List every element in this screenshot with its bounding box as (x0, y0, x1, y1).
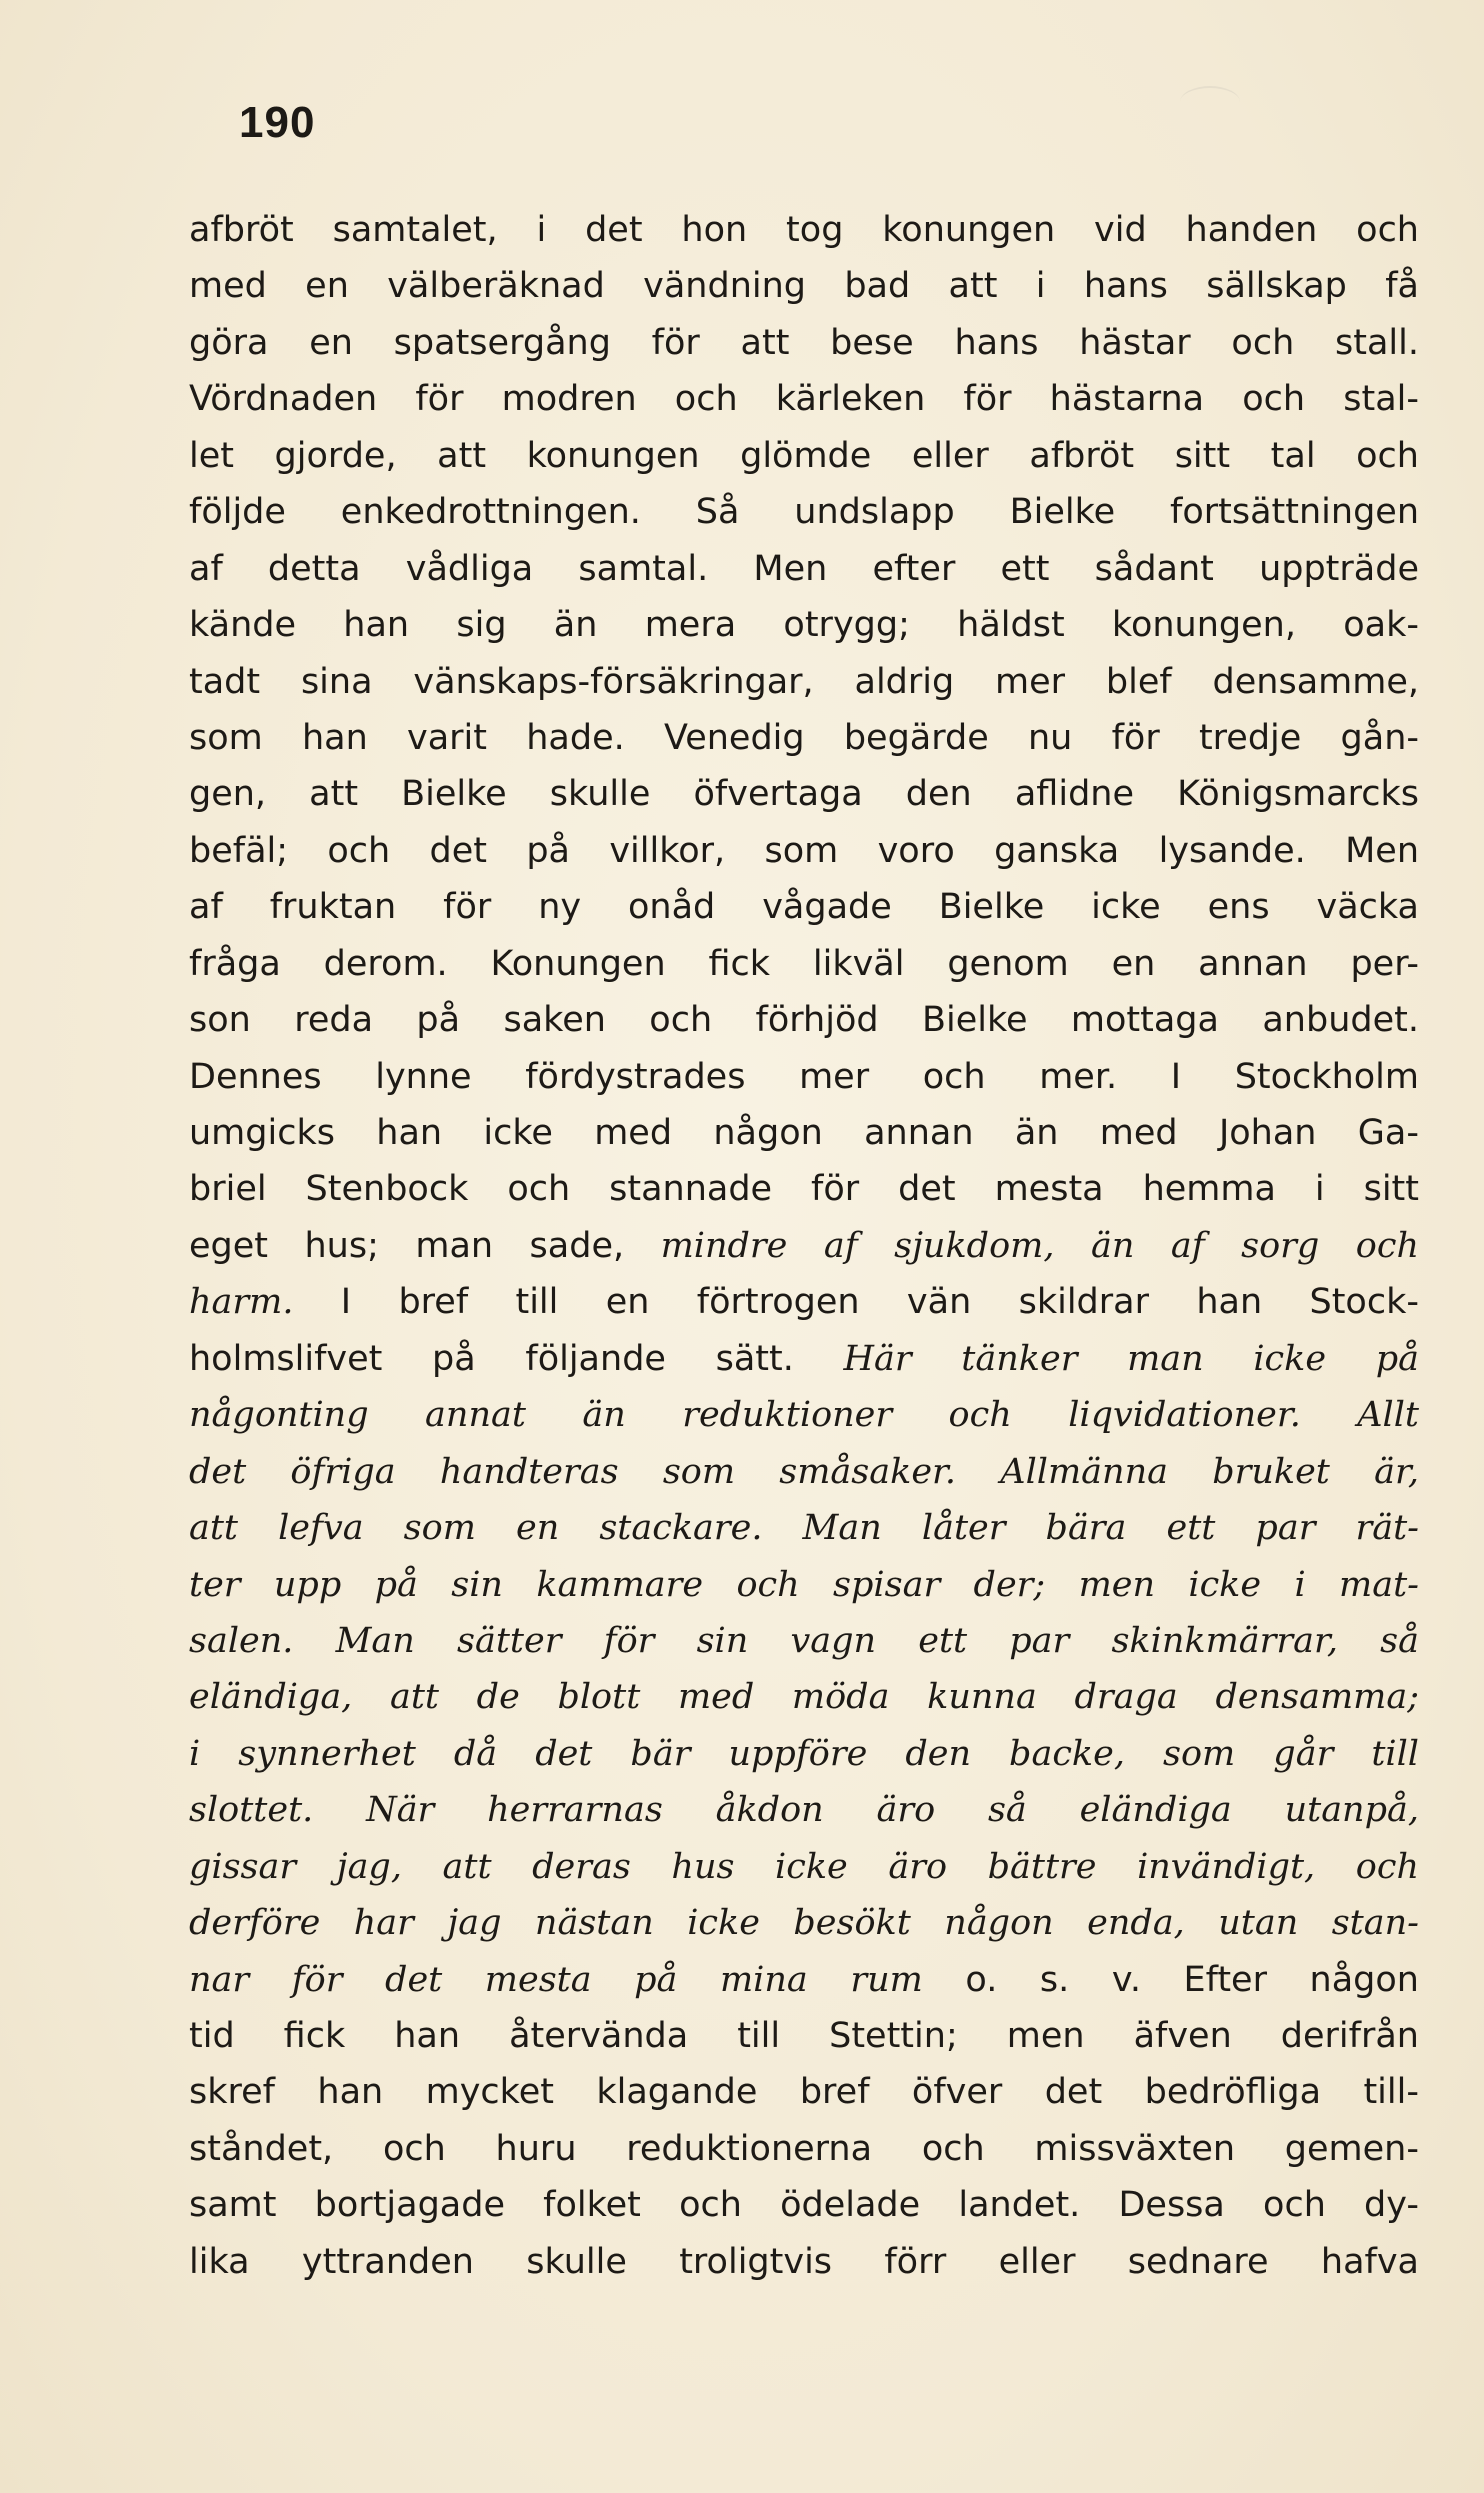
text-line: let gjorde, att konungen glömde eller afbröt sitt tal och (189, 435, 1419, 476)
text-line: ståndet, och huru reduktionerna och missväxten gemen- (189, 2128, 1419, 2169)
italic-text-segment: mindre af sjukdom, än af sorg och (660, 1225, 1419, 1266)
text-line (189, 1952, 1419, 2008)
italic-text-segment: nar för det mesta på mina rum (189, 1959, 923, 2000)
text-line: briel Stenbock och stannade för det mesta hemma i sitt (189, 1169, 1419, 1210)
text-segment: eget hus; man sade, (189, 1225, 661, 1266)
text-line: fråga derom. Konungen fick likväl genom en annan per- (189, 943, 1419, 984)
text-line: kände han sig än mera otrygg; häldst konungen, oak- (189, 605, 1419, 646)
italic-text-segment: Här tänker man icke på (843, 1338, 1419, 1379)
text-line: af detta vådliga samtal. Men efter ett sådant uppträde (189, 548, 1419, 589)
text-line: derföre har jag nästan icke besökt någon enda, utan stan- (189, 1903, 1419, 1944)
text-line: i synnerhet då det bär uppföre den backe, som går till (189, 1733, 1419, 1774)
text-line: som han varit hade. Venedig begärde nu för tredje gån- (189, 717, 1419, 758)
text-line: tid fick han återvända till Stettin; men äfven derifrån (189, 2016, 1419, 2056)
text-line: umgicks han icke med någon annan än med Johan Ga- (189, 1113, 1419, 1153)
text-line: skref han mycket klagande bref öfver det bedröfliga till- (189, 2072, 1419, 2113)
text-line: slottet. När herrarnas åkdon äro så eländiga utanpå, (189, 1790, 1419, 1831)
text-line: med en välberäknad vändning bad att i hans sällskap få (189, 266, 1419, 307)
body-text (189, 202, 1419, 2290)
text-line: tadt sina vänskaps-försäkringar, aldrig mer blef densamme, (189, 661, 1419, 702)
text-line: ter upp på sin kammare och spisar der; men icke i mat- (189, 1564, 1419, 1605)
italic-text-segment: harm. (189, 1282, 294, 1323)
text-line: lika yttranden skulle troligtvis förr eller sednare hafva (189, 2241, 1419, 2282)
page-corner-mark (1180, 86, 1240, 118)
text-line: gen, att Bielke skulle öfvertaga den aflidne Königsmarcks (189, 774, 1419, 815)
text-segment: o. s. v. Efter någon (922, 1959, 1419, 2000)
text-segment: I bref till en förtrogen vän skildrar han Stock- (293, 1282, 1419, 1323)
text-line: afbröt samtalet, i det hon tog konungen vid handen och (189, 210, 1419, 250)
text-line: någonting annat än reduktioner och liqvidationer. Allt (189, 1395, 1419, 1436)
text-line: af fruktan för ny onåd vågade Bielke icke ens väcka (189, 887, 1419, 928)
text-line: att lefva som en stackare. Man låter bära ett par rät- (189, 1508, 1419, 1549)
text-line: följde enkedrottningen. Så undslapp Bielke fortsättningen (189, 492, 1419, 533)
text-line: Vördnaden för modren och kärleken för hästarna och stal- (189, 379, 1419, 420)
text-line: samt bortjagade folket och ödelade landet. Dessa och dy- (189, 2185, 1419, 2226)
text-line (189, 1218, 1419, 1274)
page-number: 190 (239, 98, 316, 147)
text-line: befäl; och det på villkor, som voro ganska lysande. Men (189, 830, 1419, 871)
text-line (189, 1331, 1419, 1387)
text-line: son reda på saken och förhjöd Bielke mottaga anbudet. (189, 1000, 1419, 1041)
text-line (189, 1274, 1419, 1330)
text-line: det öfriga handteras som småsaker. Allmänna bruket är, (189, 1451, 1419, 1492)
text-line: Dennes lynne fördystrades mer och mer. I Stockholm (189, 1056, 1419, 1097)
text-line: göra en spatsergång för att bese hans hästar och stall. (189, 322, 1419, 363)
text-line: salen. Man sätter för sin vagn ett par skinkmärrar, så (189, 1620, 1419, 1661)
text-line: gissar jag, att deras hus icke äro bättre invändigt, och (189, 1846, 1419, 1887)
text-segment: holmslifvet på följande sätt. (189, 1338, 844, 1379)
text-line: eländiga, att de blott med möda kunna draga densamma; (189, 1677, 1419, 1718)
